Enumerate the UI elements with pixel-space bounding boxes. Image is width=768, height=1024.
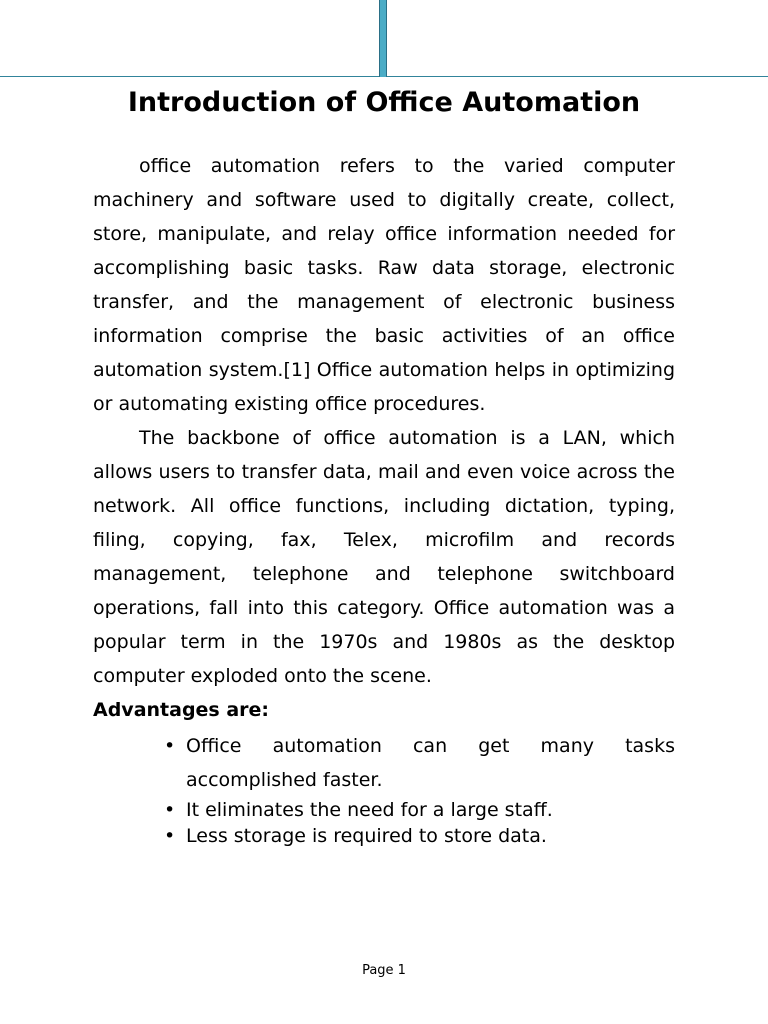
header-accent-bar: [379, 0, 387, 77]
list-item: • Office automation can get many tasks accomplished faster.: [186, 729, 675, 797]
advantages-list: [93, 729, 675, 849]
paragraph-intro: office automation refers to the varied computer machinery and software used to digitally create, collect, store, manipulate, and relay office information needed for accomplishing basic tasks. Raw data storage, electronic transfer, and the management of electronic business information comprise the basic activities of an office automation system.[1] Office automation helps in optimizing or automating existing office procedures.: [93, 155, 675, 415]
document-body: [93, 149, 675, 849]
document-title: Introduction of Office Automation: [127, 87, 641, 118]
paragraph-backbone: The backbone of office automation is a LAN, which allows users to transfer data, mail and even voice across the network. All office functions, including dictation, typing, filing, copying, fax, Telex, microfilm and records management, telephone and telephone switchboard operations, fall into this category. Office automation was a popular term in the 1970s and 1980s as the desktop computer exploded onto the scene.: [93, 427, 675, 687]
list-item: • It eliminates the need for a large staff.: [186, 797, 675, 823]
list-item: • Less storage is required to store data.: [186, 823, 675, 849]
page-number: Page 1: [362, 963, 406, 978]
advantages-heading: Advantages are:: [93, 699, 270, 721]
